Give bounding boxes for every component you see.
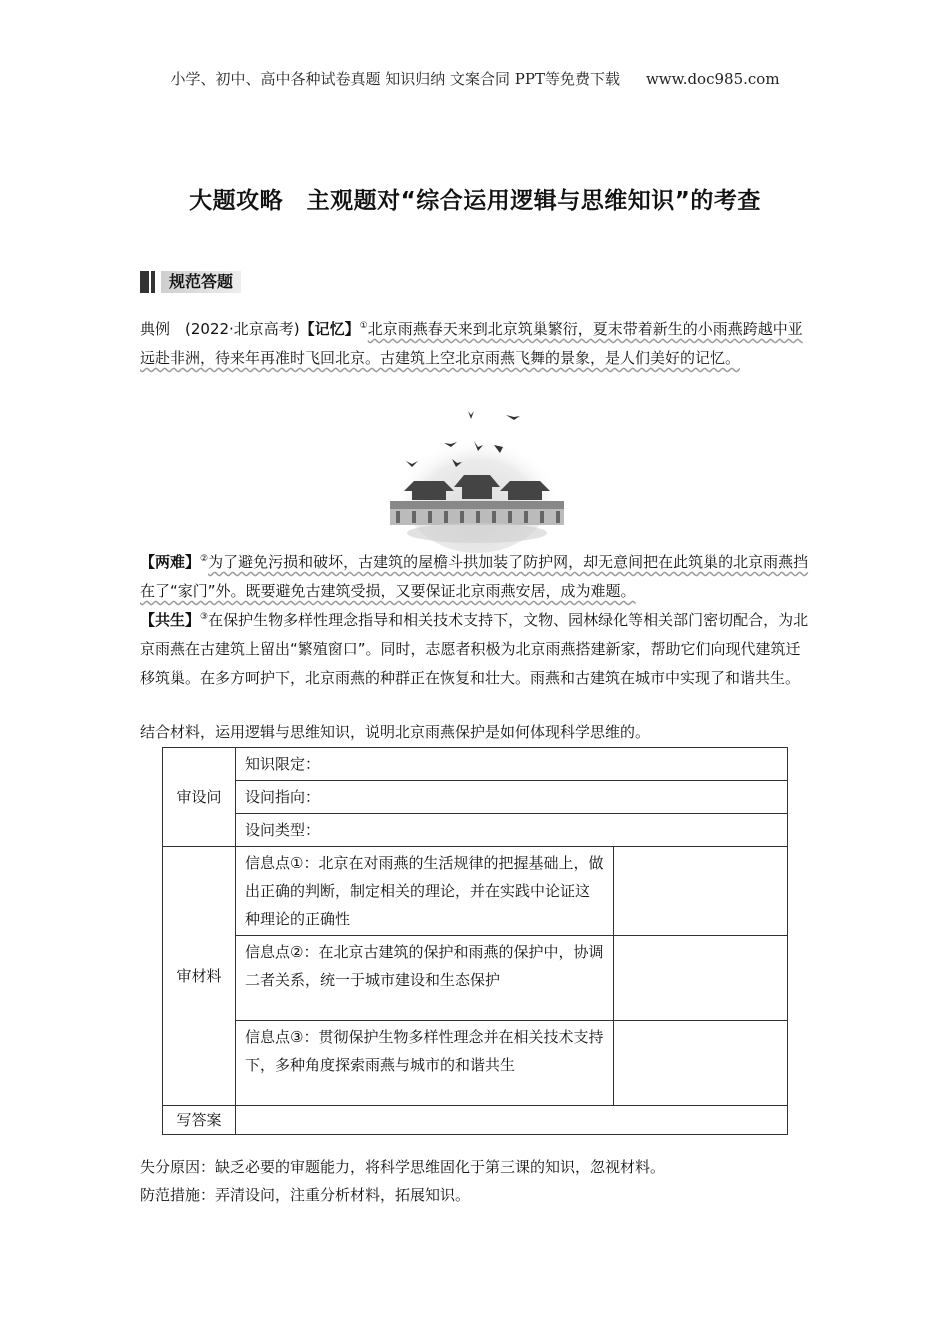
table-row [163, 781, 788, 814]
question-type-cell: 设问类型： [236, 814, 788, 847]
dilemma-tag: 【两难】 [140, 553, 201, 571]
knowledge-limit-cell: 知识限定： [236, 748, 788, 781]
coexist-text: 在保护生物多样性理念指导和相关技术支持下，文物、园林绿化等相关部门密切配合，为北京雨燕在古建筑上留出“繁殖窗口”。同时，志愿者积极为北京雨燕搭建新家，帮助它们向现代建筑迁移筑巢。在多方呵护下，北京雨燕的种群正在恢复和壮大。雨燕和古建筑在城市中实现了和谐共生。 [140, 611, 809, 687]
info-point-2-answer-cell [614, 936, 788, 1021]
loss-reason: 失分原因：缺乏必要的审题能力，将科学思维固化于第三课的知识，忽视材料。 [140, 1158, 666, 1176]
dilemma-paragraph [140, 545, 812, 606]
page-header [0, 68, 950, 89]
table-row [163, 847, 788, 936]
info-point-1: 信息点①：北京在对雨燕的生活规律的把握基础上，做出正确的判断，制定相关的理论，并在实践中论证这种理论的正确性 [236, 847, 614, 936]
review-material-head: 审材料 [163, 847, 236, 1106]
note-marker-3: ③ [200, 612, 209, 622]
info-point-3-answer-cell [614, 1021, 788, 1106]
section-label: 规范答题 [161, 271, 241, 293]
question-direction-cell: 设问指向： [236, 781, 788, 814]
dilemma-text: 为了避免污损和破坏，古建筑的屋檐斗拱加装了防护网，却无意间把在此筑巢的北京雨燕挡在了“家门”外。既要避免古建筑受损，又要保证北京雨燕安居，成为难题。 [140, 553, 809, 600]
note-marker-1: ① [359, 321, 368, 331]
coexist-tag: 【共生】 [140, 611, 201, 629]
memory-text: 北京雨燕春天来到北京筑巢繁衍，夏末带着新生的小雨燕跨越中亚远赴非洲，待来年再准时飞回北京。古建筑上空北京雨燕飞舞的景象，是人们美好的记忆。 [140, 320, 803, 367]
table-row [163, 814, 788, 847]
write-answer-cell [236, 1106, 788, 1135]
example-prefix: 典例 (2022·北京高考) [140, 320, 300, 338]
table-row [163, 748, 788, 781]
swift-ancient-building-illustration [382, 405, 572, 557]
write-answer-head: 写答案 [163, 1106, 236, 1135]
header-site-link[interactable]: www.doc985.com [645, 70, 780, 88]
page-title: 大题攻略 主观题对“综合运用逻辑与思维知识”的考查 [189, 188, 761, 214]
review-question-head: 审设问 [163, 748, 236, 847]
answer-plan-table [162, 747, 788, 1135]
section-bars-icon [140, 271, 157, 293]
question-text: 结合材料，运用逻辑与思维知识，说明北京雨燕保护是如何体现科学思维的。 [140, 723, 651, 741]
info-point-1-answer-cell [614, 847, 788, 936]
table-row [163, 1106, 788, 1135]
info-point-3: 信息点③：贯彻保护生物多样性理念并在相关技术支持下，多种角度探索雨燕与城市的和谐共生 [236, 1021, 614, 1106]
memory-tag: 【记忆】 [299, 320, 360, 338]
section-tag [140, 270, 241, 294]
note-marker-2: ② [200, 554, 209, 564]
coexist-paragraph [140, 603, 812, 693]
table-row [163, 936, 788, 1021]
prevention-measure: 防范措施：弄清设问，注重分析材料，拓展知识。 [140, 1186, 471, 1204]
table-row [163, 1021, 788, 1106]
header-slogan: 小学、初中、高中各种试卷真题 知识归纳 文案合同 PPT等免费下载 [170, 70, 620, 88]
info-point-2: 信息点②：在北京古建筑的保护和雨燕的保护中，协调二者关系，统一于城市建设和生态保护 [236, 936, 614, 1021]
example-memory-paragraph [140, 312, 812, 373]
